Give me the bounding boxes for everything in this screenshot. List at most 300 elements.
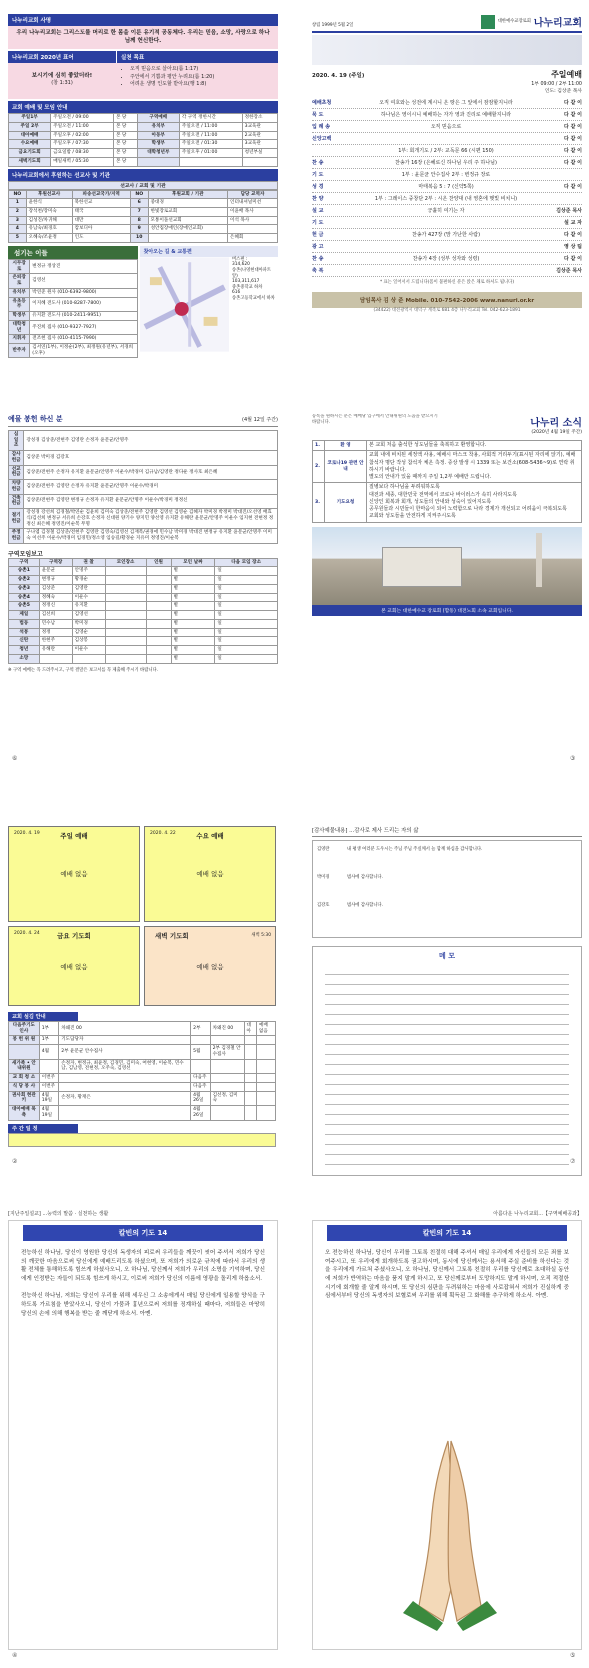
table-cell: 본 당 [113,149,137,158]
table-cell: 변정규 [39,576,72,585]
transport-line: 중촌중학교 하차 [232,284,263,290]
offering-week: (4월 12일 주간) [242,416,278,423]
table-cell: 선교헌금 [9,465,24,479]
table-row [9,207,278,216]
standing-note: * 표는 일어서서 드립니다(몸이 불편하신 분은 앉은 채로 하셔도 됩니다) [379,280,514,285]
order-item: 찬 송 [312,160,324,166]
table-cell: 송촌5 [9,602,40,611]
table-cell: 손정자, 변정규, 최윤정, 김경민, 김미숙, 여현영, 이순복, 민수남, 김남영, 전현정, 오주숙, 김영선 [59,1059,191,1073]
table-cell: 일 [215,646,278,655]
news-heading: 기도요청 [325,483,367,522]
table-cell: 4월 19일 [39,1106,58,1120]
table-cell: 주일오전 / 11:00 [179,131,242,140]
prayer-title: 칼빈의 기도 14 [23,1225,263,1241]
table-cell: 김영순 [72,628,105,637]
table-cell: 별 [171,576,215,585]
table-cell: 주일오전 / 01:30 [179,140,242,149]
table-cell: 십 일 조 [9,431,24,451]
table-cell: 일 [215,576,278,585]
table-cell [244,1082,256,1091]
table-row [9,335,138,344]
table-cell: 일 [215,567,278,576]
service-times: 1부 09:00 / 2부 11:00 [531,82,582,87]
table-cell: 별 [171,619,215,628]
table-row [9,1082,276,1091]
table-row [9,149,278,158]
order-detail: 긍휼히 여기는 자 [427,208,465,214]
table-cell: 별 [171,628,215,637]
table-cell: 일 [215,637,278,646]
order-by: 다 같 이 [564,136,582,142]
order-item: 찬 송 [312,256,324,262]
table-cell: 김영란 [72,584,105,593]
goal-item: • 오직 믿음으로 살아요(롬 1:17) [130,66,274,74]
table-cell: 제일 [9,611,40,620]
page-2 [312,14,582,386]
table-cell: 2교육관 [242,131,277,140]
registration-intro: 등록을 원하시는 분은 예배당 입구에서 안내위원의 도움을 받으시기 바랍니다. [312,414,438,425]
table-cell: 다음주 [191,1074,210,1083]
table-cell: 유지환 전도사 (010-2411-9951) [30,312,137,321]
table-cell: 지휘자 [9,335,30,344]
table-cell: 김상봉 [72,637,105,646]
table-row [9,584,278,593]
table-row [9,131,278,140]
table-cell: 3 [9,216,27,225]
table-cell: 김선희 [39,611,72,620]
column-header: 파송선교국가/지역 [72,190,130,199]
page-number: ⑤ [570,1652,576,1659]
praying-hands-icon [393,1431,503,1631]
table-cell [105,628,146,637]
table-cell: 박미경 [72,619,105,628]
table-cell [146,619,171,628]
column-header: 담당 교역자 [228,190,278,199]
table-cell: 김상준 [39,584,72,593]
box-body: 예배 없음 [60,963,88,972]
table-cell [191,1059,210,1073]
table-row [9,576,278,585]
table-row [9,465,278,479]
table-cell [39,1059,58,1073]
table-cell [256,1106,275,1120]
table-cell: 일 [215,593,278,602]
table-cell: 구역예배 [137,114,179,123]
table-cell: 박연준 원사 (010-6392-9800) [30,288,137,297]
order-detail: 찬송가 16장 (은혜로신 하나님 우리 주 하나님) [395,160,497,166]
table-row [9,654,278,663]
year-motto-ref: (창 1:31) [51,80,73,87]
donor-name: 김영란 [317,847,330,852]
table-row [9,288,138,297]
table-row [9,114,278,123]
prayer-text: 오 전능하신 하나님, 당신이 우리를 그토록 친절히 대해 주셔서 매일 우리에게 자신들의 모든 죄를 보여주시고, 또 우리에게 회개하도록 권고하시며, 동시에 당신께서는 용서해 주실 준비를 하신다는 것을 우리에게 가르쳐 주셨사오니, 오 하나님, 당신께서 그토록 친절히 우리를 당신께로 초대하실 동안에 저희가 반역하는 마음을 품지 말게 하시고, 또 당신께로부터 도망하지도 말게 하시며, 오직 적절한 시기에 회개할 줄 알게 하시며, 또 당신의 심판을 두려워하는 마음에 사로잡혀서 저희가 진실하게 중심에서부터 당신의 독생자의 보혈로써 우리를 위해 획득된 그 화해를 추구하게 하소서. 아멘. [325,1250,569,1300]
page-6 [312,826,582,1186]
table-row [9,1091,276,1105]
order-item: 기 도 [312,220,324,226]
table-cell [146,646,171,655]
table-cell: 강성경 김상준/전현주 김영란 손정자 윤문균/안명주 [24,431,278,451]
column-header: 구역 [9,558,40,567]
offering-title: 예물 봉헌 하신 분 [8,415,63,423]
order-item: 찬 양 [312,196,324,202]
table-cell: 별 [171,646,215,655]
offering-table [8,430,278,544]
weekly-schedule-box [8,1133,276,1147]
column-header: NO [9,190,27,199]
mission-table [8,190,278,243]
news-number: 1. [313,441,325,451]
table-cell: 정정 [39,628,72,637]
table-cell: 구나엽 김경철 김상준/전현주 김영란 김영숙/김영선 김재복/권경애 민수남 박미경 박대진 변정규 유지환 윤문균/안명주 이미숙 이선주 이운수/박경미 임경민/정소영 임승길/황경순 지유미 정영진/이순복 [24,529,278,543]
table-row [9,529,278,543]
table-cell: 이번주 [39,1074,58,1083]
table-cell [191,1036,210,1045]
goal-list [116,63,278,99]
table-cell [210,1082,244,1091]
table-cell: 각 구역 정한시간 [179,114,242,123]
table-row [9,451,278,465]
table-row [9,320,138,334]
table-cell [72,654,105,663]
table-row [9,1074,276,1083]
news-body: 질병보다 하나님을 두려워하도록 대전과 세종, 대한민국 전역에서 코로나 바이러스가 속히 사라지도록 신앙인 회복과 회개, 성도들의 안내와 성숙이 있어지도록 공무원들과 시민들이 한마음이 되어 노력함으로 나라 경제가 개선되고 어려움이 극복되도록 교회와 성도들을 안전하게 지켜주시도록 [367,483,582,522]
table-row [9,1022,276,1036]
table-cell: 장석천/장미숙 [26,207,72,216]
table-cell [105,576,146,585]
table-cell [105,602,146,611]
table-cell: 3교육관 [242,122,277,131]
table-cell [244,1074,256,1083]
order-by: 다 같 이 [564,148,582,154]
table-cell: 차량헌금 [9,480,24,494]
order-row [312,157,582,169]
table-header-row [9,190,278,199]
table-cell [242,157,277,166]
church-name: 나누리교회 [533,18,582,29]
order-by: 다 같 이 [564,112,582,118]
table-cell: 8 [130,216,148,225]
table-cell: 정한장소 [242,114,277,123]
wednesday-box [144,826,276,922]
friday-box [8,926,140,1006]
table-cell [256,1036,275,1045]
thanks-list [312,840,582,938]
table-cell [105,593,146,602]
table-cell: 반주자 [9,343,30,357]
table-cell: 주진희 집사 (010-9327-7927) [30,320,137,334]
table-cell: 송촌1 [9,567,40,576]
table-cell [105,567,146,576]
table-row [9,567,278,576]
order-row [312,253,582,265]
vision-text: 우리 나누리교회는 그리스도를 머리로 한 몸을 이룬 유기적 공동체다. 우리는 믿음, 소망, 사랑으로 하나님께 헌신한다. [8,26,278,49]
order-by: 다 같 이 [564,100,582,106]
table-cell [105,646,146,655]
table-cell: 법동 [9,619,40,628]
table-cell: 7 [130,207,148,216]
column-header: NO [130,190,148,199]
table-cell [146,611,171,620]
table-cell [105,584,146,593]
table-cell [146,567,171,576]
dawn-box [144,926,276,1006]
table-cell: 권사회 현관키 [9,1091,40,1105]
table-cell: 5 [9,234,27,243]
page-number: ② [12,1158,18,1165]
table-cell: 김성진/차귀해 [26,216,72,225]
news-week: (2020년 4월 19일 주간) [531,430,582,435]
table-cell: 주일오후 / 02:00 [51,131,114,140]
group-title: 구역모임보고 [8,550,43,558]
order-item: 묵 도 [312,112,324,118]
page-number: ③ [570,755,576,762]
denomination: 대한예수교장로회 [497,18,531,24]
table-cell: 절기헌금 [9,509,24,529]
table-header-row [9,558,278,567]
table-cell: 유지환 [72,602,105,611]
column-header: 구역장 [39,558,72,567]
order-row [312,217,582,229]
table-row [9,480,278,494]
table-cell: 정정신 [39,602,72,611]
header-photo [312,35,582,65]
box-date: 2020. 4. 19 [14,831,40,836]
table-cell: 유치부 [9,288,30,297]
church-building-photo [312,527,582,605]
donor-note: 범사에 감사합니다. [347,875,383,880]
table-cell: 대학청년 [9,320,30,334]
order-by: 영 상 팀 [564,244,582,250]
table-cell: 유치부 [137,122,179,131]
worship-table [8,113,278,166]
table-cell: 이지혜 전도사 (010-8287-7800) [30,297,137,311]
table-cell: 다음주기도인사 [9,1022,40,1036]
order-detail: 1부 : 그레이스 중창단 2부 : 시온 찬양대 (내 영혼에 햇빛 비치니) [374,196,518,202]
order-row [312,109,582,121]
table-row [9,122,278,131]
table-cell: 김상준/전현주 김영란 손정자 유지환 윤문균/안명주 이운수/박경미 [24,480,278,494]
table-cell: 캄보디아 [72,225,130,234]
transport-line: 송촌고등학교에서 하차 [232,295,275,301]
news-body: 본 교회 처음 출석한 성도님들을 축복하고 환영합니다. [367,441,582,451]
order-row [312,121,582,133]
table-row [9,1045,276,1059]
staff-title: 섬기는 이들 [8,246,138,259]
table-cell: 9 [130,225,148,234]
table-cell: 신탄 [9,637,40,646]
order-detail: 1부: 회개기도 / 2부: 교독문 66 (시편 150) [398,148,494,154]
group-lesson-header: 아름다운 나누리교회...【구역예배공과】 [493,1211,582,1217]
table-cell: 일 [215,611,278,620]
table-cell [244,1036,256,1045]
table-cell [210,1059,244,1073]
news-item [313,451,582,483]
table-cell: 인도 [72,234,130,243]
vision-title: 나누리교회 사명 [8,14,278,26]
table-cell: 은퇴장로 [9,274,30,288]
table-cell: 송촌2 [9,576,40,585]
table-cell: 주일 2부 [9,122,51,131]
table-cell: 김영선 [72,611,105,620]
table-cell: 이번주 [39,1082,58,1091]
table-cell: 별 [171,567,215,576]
table-cell: 주일1부 [9,114,51,123]
order-row [312,205,582,217]
table-cell [210,1106,244,1120]
table-cell: 인터내셔널미션 [228,199,278,208]
column-header: 권 찰 [72,558,105,567]
table-row [9,646,278,655]
year-motto: 보시기에 심히 좋았더라! [31,73,93,80]
table-cell: 대아예배 [9,131,51,140]
transport-info [229,257,278,352]
order-by: 김상준 목사 [556,268,582,274]
table-cell: 안명주 [72,567,105,576]
year-motto-title: 나누리교회 2020년 표어 [8,51,116,63]
table-cell: 예배 없음 [256,1022,275,1036]
table-cell: 일 [215,584,278,593]
box-title: 수요 예배 [196,832,224,840]
order-detail: 찬송가 4장 (성부 성자와 성령) [412,256,480,262]
news-item [313,441,582,451]
table-cell: 주정헌금 [9,529,24,543]
table-cell: 별 [171,602,215,611]
table-cell: 황경순 [72,576,105,585]
weekly-title: 주 간 일 정 [8,1124,78,1133]
table-cell: 본 당 [113,122,137,131]
news-number: 2. [313,451,325,483]
table-cell: 김상준/전현주 김영란 변정규 손정자 유지환 윤문균/안명주 이운수/박경미 정정신 [24,494,278,508]
table-row [9,494,278,508]
church-logo-icon [481,15,495,29]
table-cell [256,1091,275,1105]
order-detail: 1부 : 윤문균 안수집사 2부 : 변정규 장로 [401,172,491,178]
table-cell: 별 [171,637,215,646]
column-header: 다음 모임 장소 [215,558,278,567]
news-table [312,440,582,523]
address-line: (34422) 대전광역시 대덕구 계족로 681 4층 나누리교회 Tel. 042-623-1891 [373,307,521,313]
group-table [8,558,278,664]
table-row [9,1036,276,1045]
service-name: 주일예배 [551,70,582,79]
table-cell: 주일오후 / 07:30 [51,140,114,149]
table-cell: 청년부실 [242,149,277,158]
table-row [9,234,278,243]
order-by: 다 같 이 [564,256,582,262]
news-body: 교회 내에 비치된 세정액 사용, 예배시 마스크 착용, 사회적 거리두기(표시된 자리에 앉기), 예배참석자 명단 작성 참석자 체온 측정. 증상 발생 시 1339 또는 보건소(608-5436~9)로 연락 취하시기 바랍니다. 별도의 안내가 있을 때까지 주일 1,2부 예배만 드립니다. [367,451,582,483]
memo-lines [325,965,569,1165]
table-cell [146,593,171,602]
table-row [9,1106,276,1120]
table-cell: 김영선 [30,274,137,288]
table-cell: 본 당 [113,114,137,123]
table-cell: 송촌3 [9,584,40,593]
table-cell: 일 [215,628,278,637]
table-row [9,1059,276,1073]
page-1 [8,14,278,386]
table-cell: 주일오후 / 01:00 [179,149,242,158]
table-row [9,602,278,611]
table-cell: 건축헌금 [9,494,24,508]
memo-title: 메 모 [439,952,455,960]
box-title: 금요 기도회 [57,932,91,940]
table-cell: 일 [215,619,278,628]
table-cell: 이운수 [72,646,105,655]
table-cell: 송촌4 [9,593,40,602]
order-by: 다 같 이 [564,184,582,190]
transport-line: 616 [232,290,241,296]
page-number: ⑦ [570,1158,576,1165]
table-cell: 식 당 봉 사 [9,1082,40,1091]
table-cell: 본 당 [113,157,137,166]
order-by: 다 같 이 [564,232,582,238]
table-cell: 유남숙/최경호 [26,225,72,234]
donor-name: 김강호 [317,903,330,908]
column-header: 모인장소 [105,558,146,567]
table-cell: 청년 [9,646,40,655]
order-by: 설 교 자 [564,220,582,226]
table-cell [146,628,171,637]
prayer-title: 칼빈의 기도 14 [327,1225,567,1241]
page-8 [312,1210,582,1660]
table-cell: 별 [171,593,215,602]
table-cell [105,611,146,620]
order-row [312,169,582,181]
mission-title: 나누리교회에서 후원하는 선교사 및 기관 [8,169,278,181]
table-cell: 학생부 [137,140,179,149]
table-cell: 2부 김경철 안수집사 [210,1045,244,1059]
box-title: 주일 예배 [60,832,88,840]
table-cell: 강성경 강선희 김경철/박연순 김윤희 김미숙 김상준/전현주 김영란 김영선 김영순 김혜자 박미경 박정미 박대진/오선영 배효식/김선희 변정규 서유희 손강호 손정자 신대원 양기수 양지민 양선영 유지환 유해란 윤문균/안명주 이운수 임지현 전현정 정정신 최은혜 정영진/이순복 무명 [24,509,278,529]
order-detail: 오직 여호와는 성전에 계시니 온 땅은 그 앞에서 잠잠할지니라 [379,100,513,106]
table-cell: 매일새벽 / 05:30 [51,157,114,166]
table-row [9,216,278,225]
box-body: 예배 없음 [196,870,224,879]
group-footnote: ※ 구역 예배는 꼭 드려주시고, 구역 결말은 보고서를 꼭 제출해 주시기 바랍니다. [8,667,159,673]
table-cell: 금요기도회 [9,149,51,158]
table-cell: 김선정, 김미숙 [210,1091,244,1105]
table-cell: 4월 26일 [191,1091,210,1105]
page-7 [8,1210,278,1660]
table-cell [244,1106,256,1120]
table-cell: 본 당 [113,131,137,140]
news-title: 나누리 소식 [530,418,582,429]
order-item: 입 례 송 [312,124,330,130]
sunday-box [8,826,140,922]
table-cell [59,1106,191,1120]
table-row [9,509,278,529]
table-cell: 윤문균 [39,567,72,576]
table-row [9,225,278,234]
table-cell [59,1082,191,1091]
mission-header: 선교사 / 교회 및 기관 [8,181,278,190]
table-row [9,431,278,451]
table-cell: 김상준/전현주 손정자 유지환 윤문균/안명주 이운수/박경미 김규남/김영란 정다운 정사호 최은혜 [24,465,278,479]
table-cell: 본 당 [113,140,137,149]
table-cell [256,1045,275,1059]
table-cell: 별 [171,654,215,663]
transport-line: 314,620 [232,262,250,268]
order-row [312,145,582,157]
table-cell: 1 [9,199,27,208]
box-subtitle: 새벽 5:30 [251,933,271,938]
table-cell: 변정규 정상진 [30,259,137,273]
table-cell: 감사헌금 [9,451,24,465]
table-cell: 4 [9,225,27,234]
table-cell: 중대경 [148,199,227,208]
order-row [312,229,582,241]
